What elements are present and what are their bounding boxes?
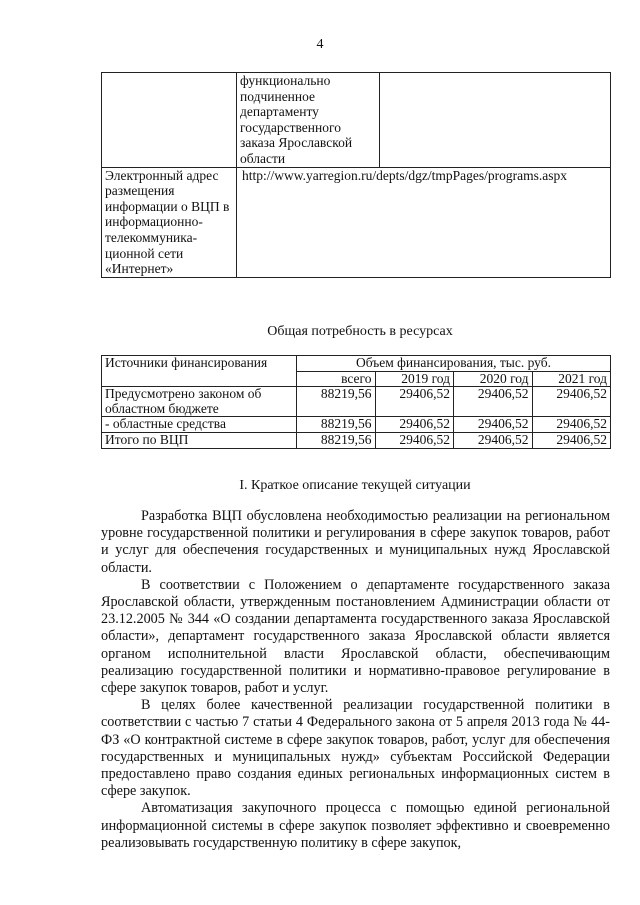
table-row (102, 387, 611, 417)
resources-caption: Общая потребность в ресурсах (267, 324, 453, 339)
resources-cell-2021: 29406,52 (532, 387, 611, 417)
resources-cell-2019: 29406,52 (375, 417, 454, 433)
passport-label-website: Электронный адрес размещения информации о ВЦП в информационно-телекоммуника-ционной сети «Интернет» (102, 167, 237, 277)
resources-header-2021: 2021 год (532, 371, 611, 387)
resources-cell-total: 88219,56 (297, 387, 376, 417)
section-body (101, 508, 610, 852)
paragraph: Разработка ВЦП обусловлена необходимостью реализации на региональном уровне государственной политики и регулирования в сфере закупок товаров, работ и услуг для обеспечения государственных и муниципальных нужд Ярославской области. (101, 508, 610, 576)
resources-header-2019: 2019 год (375, 371, 454, 387)
resources-cell-total: 88219,56 (297, 432, 376, 448)
passport-row-subordinate (102, 73, 611, 168)
passport-cell-empty-left (102, 73, 237, 168)
passport-cell-subordinate: функционально подчиненное департаменту государственного заказа Ярославской области (237, 73, 380, 168)
passport-cell-empty-right (380, 73, 611, 168)
passport-table (101, 72, 611, 278)
table-row (102, 432, 611, 448)
resources-cell-2020: 29406,52 (454, 387, 533, 417)
paragraph: В целях более качественной реализации государственной политики в соответствии с частью 7 статьи 4 Федерального закона от 5 апреля 2013 года № 44-ФЗ «О контрактной системе в сфере закупок товаров, работ, услуг для обеспечения государственных и муниципальных нужд» субъектам Российской Федерации предоставлено право создания единых региональных информационных систем в сфере закупок. (101, 697, 610, 800)
table-row (102, 417, 611, 433)
resources-cell-2021: 29406,52 (532, 417, 611, 433)
passport-value-website-url[interactable]: http://www.yarregion.ru/depts/dgz/tmpPages/programs.aspx (237, 167, 611, 277)
resources-row-label: Итого по ВЦП (102, 432, 297, 448)
resources-header-source: Источники финансирования (102, 356, 297, 387)
resources-cell-2020: 29406,52 (454, 417, 533, 433)
resources-cell-2020: 29406,52 (454, 432, 533, 448)
paragraph: Автоматизация закупочного процесса с помощью единой региональной информационной системы в сфере закупок позволяет эффективно и своевременно реализовывать государственную политику в сфере закупок, (101, 800, 610, 851)
resources-table (101, 355, 611, 449)
resources-header-2020: 2020 год (454, 371, 533, 387)
resources-row-label: Предусмотрено законом об областном бюджете (102, 387, 297, 417)
resources-cell-2019: 29406,52 (375, 432, 454, 448)
resources-header-row-1 (102, 356, 611, 372)
passport-row-website (102, 167, 611, 277)
page-number: 4 (316, 37, 324, 52)
resources-cell-total: 88219,56 (297, 417, 376, 433)
resources-header-total: всего (297, 371, 376, 387)
paragraph: В соответствии с Положением о департаменте государственного заказа Ярославской области, утвержденным постановлением Администрации области от 23.12.2005 № 344 «О создании департамента государственного заказа Ярославской области», департамент государственного заказа Ярославской области является органом исполнительной власти Ярославской области, обеспечивающим реализацию государственной политики и нормативно-правовое регулирование в сфере закупок товаров, работ и услуг. (101, 576, 610, 697)
resources-cell-2021: 29406,52 (532, 432, 611, 448)
resources-row-label: - областные средства (102, 417, 297, 433)
resources-cell-2019: 29406,52 (375, 387, 454, 417)
section-title: I. Краткое описание текущей ситуации (239, 478, 471, 493)
resources-header-group: Объем финансирования, тыс. руб. (297, 356, 611, 372)
